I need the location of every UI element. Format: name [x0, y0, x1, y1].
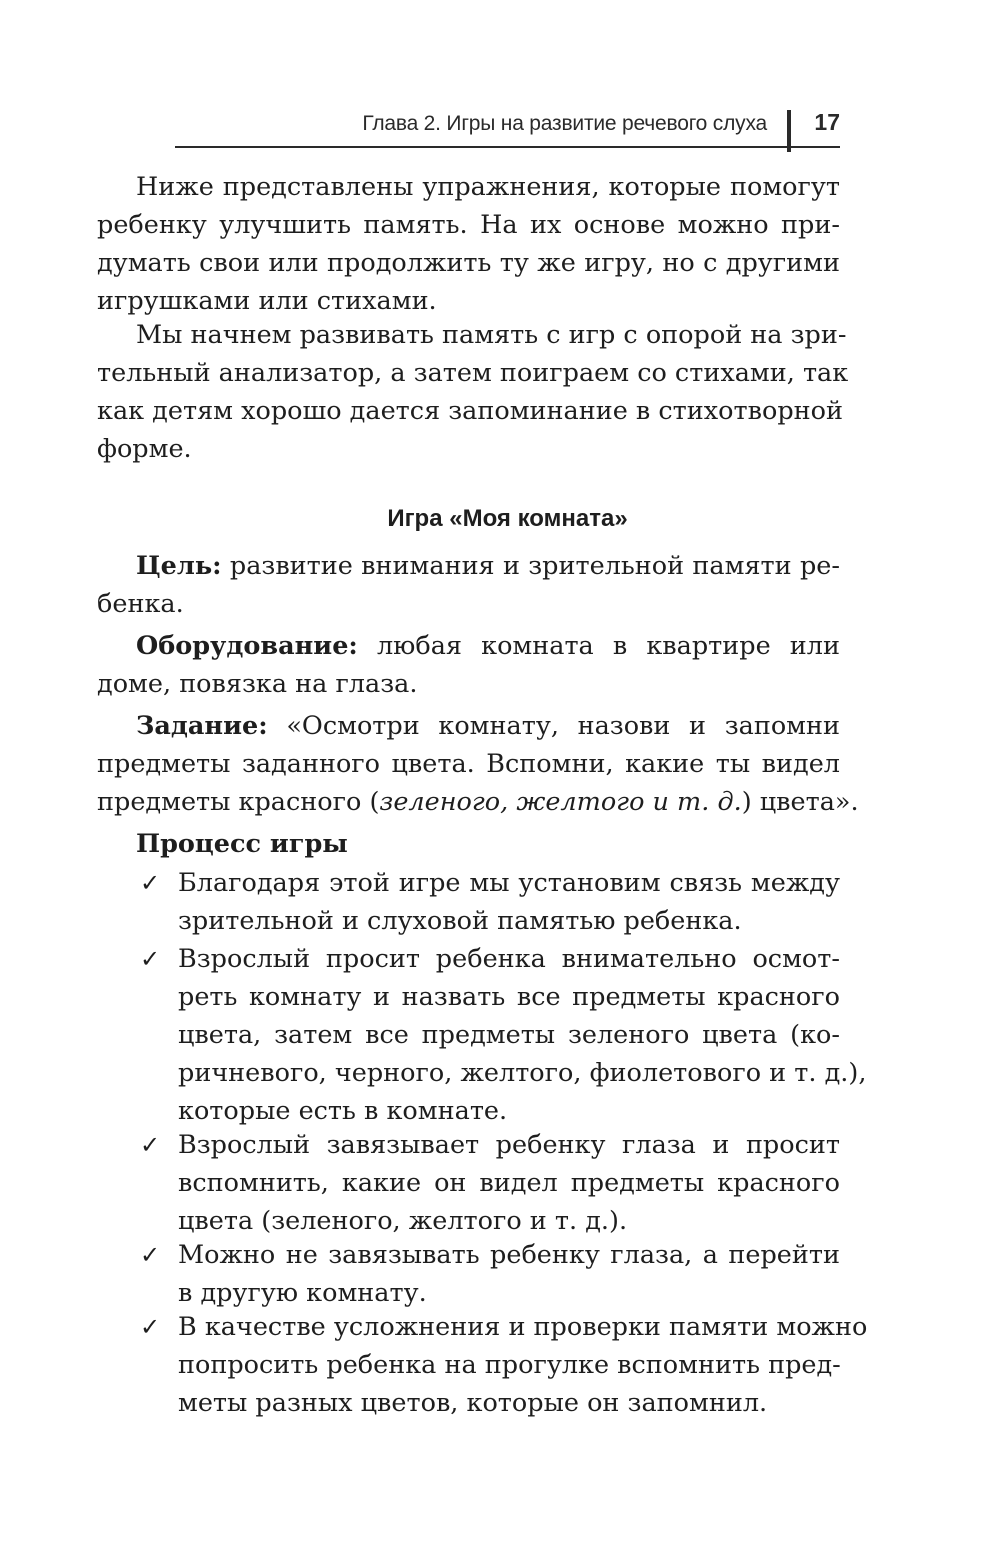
list-item-line: цвета, затем все предметы зеленого цвета (ко-	[178, 1020, 840, 1050]
task-text: «Осмотри комнату, назови и запомни	[286, 711, 840, 741]
text-line: доме, повязка на глаза.	[97, 669, 418, 699]
text-line: ребенку улучшить память. На их основе можно при-	[97, 210, 840, 240]
goal-text: развитие внимания и зрительной памяти ре-	[229, 551, 840, 581]
text-line	[136, 547, 840, 585]
checkmark-icon: ✓	[140, 869, 161, 897]
task-text: ) цвета».	[741, 787, 859, 817]
list-item-line: Благодаря этой игре мы установим связь между	[178, 868, 840, 898]
chapter-title: Глава 2. Игры на развитие речевого слуха	[362, 112, 767, 135]
task-italic-text: зеленого, желтого и т. д.	[379, 787, 742, 817]
list-item-line: Взрослый завязывает ребенку глаза и просит	[178, 1130, 840, 1160]
list-item-line: в другую комнату.	[178, 1278, 427, 1308]
list-item-line: Взрослый просит ребенка внимательно осмот-	[178, 944, 840, 974]
list-item-line: ричневого, черного, желтого, фиолетового и т. д.),	[178, 1058, 867, 1088]
text-line	[97, 783, 859, 821]
list-item-line: которые есть в комнате.	[178, 1096, 508, 1126]
game-title: Игра «Моя комната»	[387, 505, 628, 532]
text-line: игрушками или стихами.	[97, 286, 437, 316]
task-text: предметы красного (	[97, 787, 380, 817]
text-line: предметы заданного цвета. Вспомни, какие ты видел	[97, 749, 840, 779]
list-item-line: меты разных цветов, которые он запомнил.	[178, 1388, 768, 1418]
running-header	[175, 106, 840, 148]
checkmark-icon: ✓	[140, 1313, 161, 1341]
list-item-line: попросить ребенка на прогулке вспомнить пред-	[178, 1350, 841, 1380]
text-line: форме.	[97, 434, 192, 464]
checkmark-icon: ✓	[140, 945, 161, 973]
list-item-line: цвета (зеленого, желтого и т. д.).	[178, 1206, 628, 1236]
task-label: Задание:	[136, 711, 268, 741]
list-item-line: Можно не завязывать ребенку глаза, а перейти	[178, 1240, 840, 1270]
text-line: как детям хорошо дается запоминание в стихотворной	[97, 396, 843, 426]
text-line	[136, 627, 840, 665]
list-item-line: В качестве усложнения и проверки памяти можно	[178, 1312, 868, 1342]
text-line: Мы начнем развивать память с игр с опорой на зри-	[136, 320, 847, 350]
header-separator	[787, 110, 791, 152]
page-number: 17	[814, 109, 840, 135]
text-line	[136, 707, 840, 745]
checkmark-icon: ✓	[140, 1241, 161, 1269]
list-item-line: зрительной и слуховой памятью ребенка.	[178, 906, 742, 936]
list-item-line: вспомнить, какие он видел предметы красного	[178, 1168, 840, 1198]
equipment-text: любая комната в квартире или	[376, 631, 841, 661]
text-line: тельный анализатор, а затем поиграем со стихами, так	[97, 358, 849, 388]
text-line: бенка.	[97, 589, 184, 619]
goal-label: Цель:	[136, 551, 222, 581]
text-line: Ниже представлены упражнения, которые помогут	[136, 172, 840, 202]
process-heading: Процесс игры	[136, 829, 348, 859]
checkmark-icon: ✓	[140, 1131, 161, 1159]
text-line: думать свои или продолжить ту же игру, но с другими	[97, 248, 840, 278]
list-item-line: реть комнату и назвать все предметы красного	[178, 982, 840, 1012]
equipment-label: Оборудование:	[136, 631, 358, 661]
